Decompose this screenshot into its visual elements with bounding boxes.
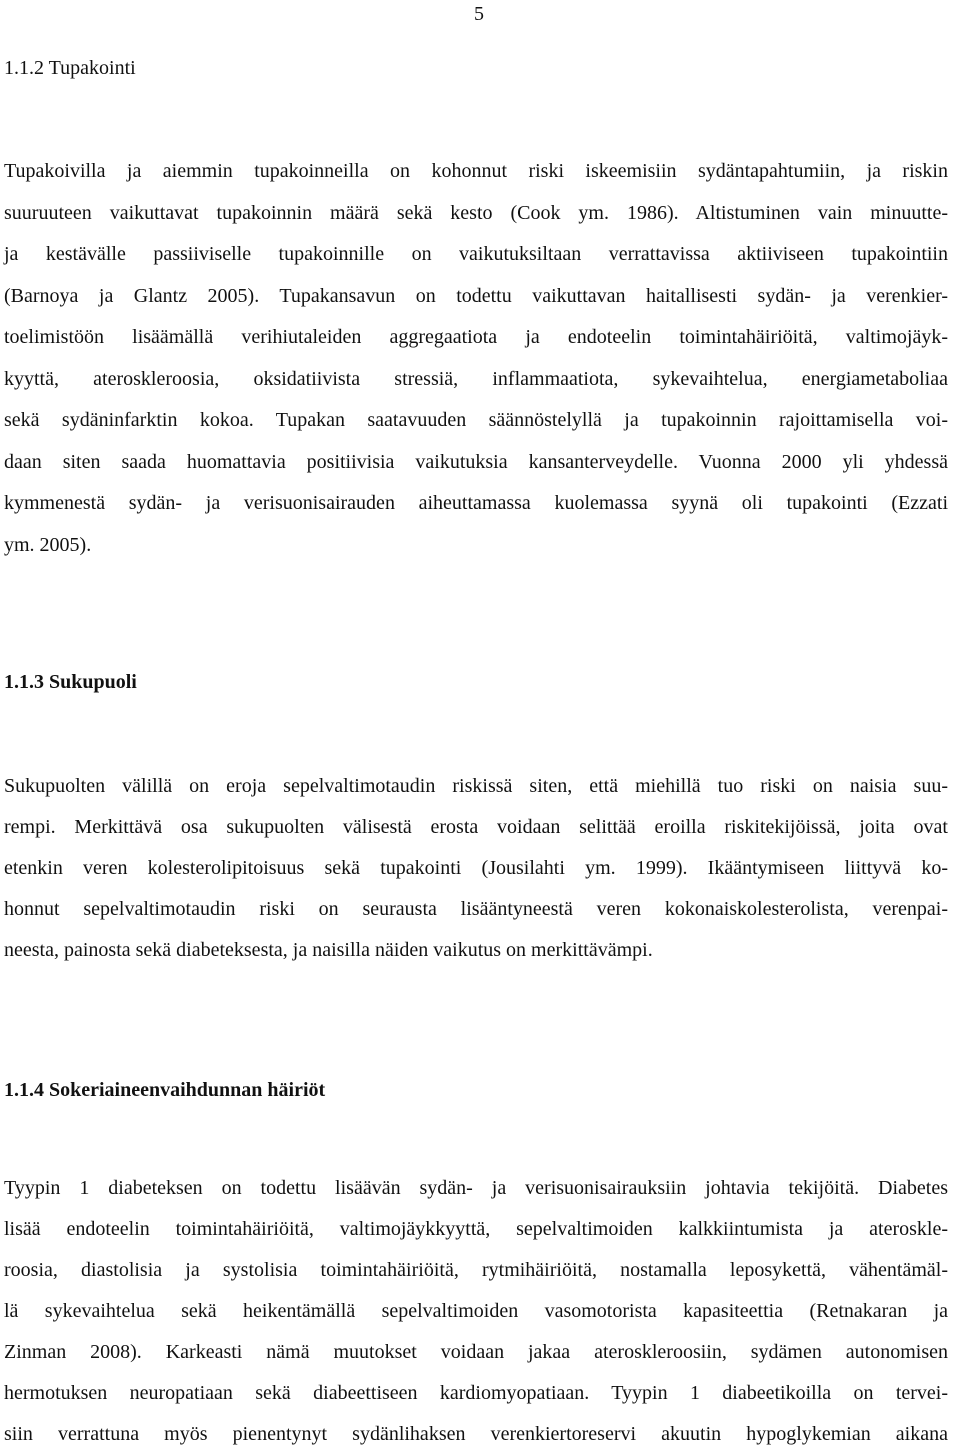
paragraph-line: ym. 2005). [4,533,92,556]
paragraph-line: suuruuteen vaikuttavat tupakoinnin määrä sekä kesto (Cook ym. 1986). Altistuminen vain minuutte- [4,201,948,224]
paragraph-line: etenkin veren kolesterolipitoisuus sekä tupakointi (Jousilahti ym. 1999). Ikääntymiseen liittyvä ko- [4,857,948,879]
paragraph-line: (Barnoya ja Glantz 2005). Tupakansavun on todettu vaikuttavan haitallisesti sydän- ja verenkier- [4,284,948,307]
paragraph-line: ja kestävälle passiiviselle tupakoinnille on vaikutuksiltaan verrattavissa aktiiviseen tupakointiin [4,243,948,265]
paragraph-line: neesta, painosta sekä diabeteksesta, ja naisilla näiden vaikutus on merkittävämpi. [4,939,653,961]
paragraph-sokeriaineenvaihdunta [4,1168,948,1455]
paragraph-line: kymmenestä sydän- ja verisuonisairauden aiheuttamassa kuolemassa syynä oli tupakointi (Ezzati [4,492,948,514]
paragraph-line: roosia, diastolisia ja systolisia toimintahäiriöitä, rytmihäiriöitä, nostamalla leposykettä, vähentämäl- [4,1259,948,1281]
paragraph-line: rempi. Merkittävä osa sukupuolten välisestä erosta voidaan selittää eroilla riskitekijöissä, joita ovat [4,816,948,838]
paragraph-line: lisää endoteelin toimintahäiriöitä, valtimojäykkyyttä, sepelvaltimoiden kalkkiintumista ja ateroskle- [4,1218,948,1240]
paragraph-line: sekä sydäninfarktin kokoa. Tupakan saatavuuden säännöstelyllä ja tupakoinnin rajoittamisella voi- [4,409,948,431]
paragraph-line: honnut sepelvaltimotaudin riski on seurausta lisääntyneestä veren kokonaiskolesterolista, verenpai- [4,898,948,920]
paragraph-line: hermotuksen neuropatiaan sekä diabeettiseen kardiomyopatiaan. Tyypin 1 diabeetikoilla on tervei- [4,1382,948,1404]
paragraph-line: Sukupuolten välillä on eroja sepelvaltimotaudin riskissä siten, että miehillä tuo riski on naisia suu- [4,775,948,797]
paragraph-sukupuoli [4,766,948,971]
paragraph-line: kyyttä, ateroskleroosia, oksidatiivista stressiä, inflammaatiota, sykevaihtelua, energiametaboliaa [4,367,948,390]
section-heading-sukupuoli: 1.1.3 Sukupuoli [4,671,137,693]
paragraph-line: lä sykevaihtelua sekä heikentämällä sepelvaltimoiden vasomotorista kapasiteettia (Retnakaran ja [4,1300,948,1322]
section-heading-sokeriaineenvaihdunta: 1.1.4 Sokeriaineenvaihdunnan häiriöt [4,1079,326,1101]
paragraph-line: Zinman 2008). Karkeasti nämä muutokset voidaan jakaa ateroskleroosiin, sydämen autonomisen [4,1341,948,1363]
page-number: 5 [474,3,484,25]
paragraph-line: Tupakoivilla ja aiemmin tupakoinneilla on kohonnut riski iskeemisiin sydäntapahtumiin, ja riskin [4,160,948,182]
paragraph-line: Tyypin 1 diabeteksen on todettu lisäävän sydän- ja verisuonisairauksiin johtavia tekijöitä. Diabetes [4,1177,948,1199]
paragraph-line: daan siten saada huomattavia positiivisia vaikutuksia kansanterveydelle. Vuonna 2000 yli yhdessä [4,450,948,473]
paragraph-tupakointi [4,151,948,566]
paragraph-line: siin verrattuna myös pienentynyt sydänlihaksen verenkiertoreservi akuutin hypoglykemian aikana [4,1423,948,1445]
paragraph-line: toelimistöön lisäämällä verihiutaleiden aggregaatiota ja endoteelin toimintahäiriöitä, valtimojäyk- [4,326,948,348]
section-heading-tupakointi: 1.1.2 Tupakointi [4,57,136,79]
